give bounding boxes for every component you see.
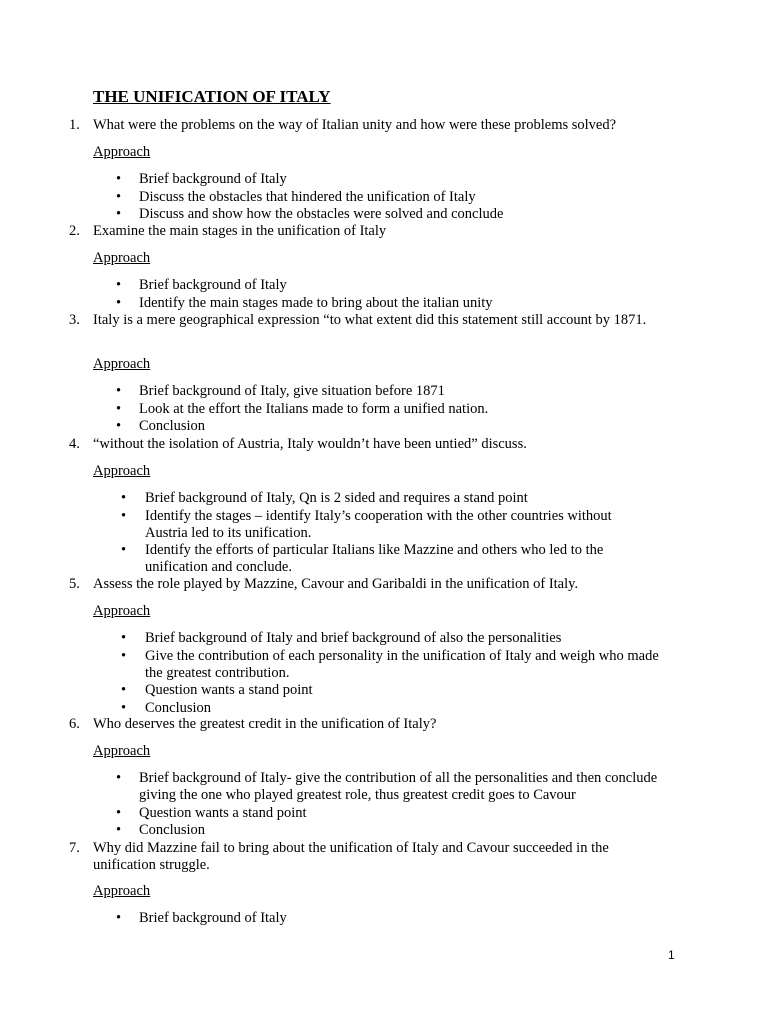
- approach-label: Approach: [93, 743, 151, 759]
- bullet-text: Give the contribution of each personality in the unification of Italy and weigh who made the greatest contribution.: [145, 648, 659, 681]
- approach-label: Approach: [93, 250, 151, 266]
- question-text: Assess the role played by Mazzine, Cavour and Garibaldi in the unification of Italy.: [93, 576, 579, 592]
- bullet-text: Discuss and show how the obstacles were solved and conclude: [139, 206, 504, 222]
- bullet-marker: •: [121, 542, 127, 558]
- bullet-text: Look at the effort the Italians made to form a unified nation.: [139, 401, 489, 417]
- bullet-marker: •: [116, 171, 122, 187]
- document-title: THE UNIFICATION OF ITALY: [93, 87, 331, 106]
- bullet-text: Brief background of Italy, give situation before 1871: [139, 383, 445, 399]
- bullet-marker: •: [116, 910, 122, 926]
- question-number: 5.: [69, 576, 80, 592]
- bullet-text: Conclusion: [139, 418, 206, 434]
- bullet-text: Identify the main stages made to bring about the italian unity: [139, 295, 493, 311]
- bullet-marker: •: [121, 508, 127, 524]
- bullet-marker: •: [121, 700, 127, 716]
- bullet-marker: •: [121, 648, 127, 664]
- approach-label: Approach: [93, 144, 151, 160]
- question-text: “without the isolation of Austria, Italy wouldn’t have been untied” discuss.: [93, 436, 527, 452]
- question-number: 2.: [69, 223, 80, 239]
- bullet-marker: •: [116, 189, 122, 205]
- question-number: 1.: [69, 117, 80, 133]
- approach-label: Approach: [93, 356, 151, 372]
- bullet-marker: •: [116, 805, 122, 821]
- bullet-text: Question wants a stand point: [139, 805, 307, 821]
- page-number: 1: [668, 948, 675, 962]
- bullet-text: Brief background of Italy: [139, 910, 287, 926]
- bullet-text: Brief background of Italy- give the contribution of all the personalities and then conclude giving the one who played greatest role, thus greatest credit goes to Cavour: [139, 770, 658, 803]
- bullet-marker: •: [121, 490, 127, 506]
- approach-label: Approach: [93, 883, 151, 899]
- bullet-text: Conclusion: [139, 822, 206, 838]
- question-number: 6.: [69, 716, 80, 732]
- bullet-text: Brief background of Italy and brief background of also the personalities: [145, 630, 562, 646]
- bullet-marker: •: [116, 206, 122, 222]
- approach-label: Approach: [93, 603, 151, 619]
- bullet-marker: •: [116, 770, 122, 786]
- bullet-text: Brief background of Italy: [139, 171, 287, 187]
- approach-label: Approach: [93, 463, 151, 479]
- bullet-marker: •: [116, 418, 122, 434]
- bullet-text: Identify the efforts of particular Italians like Mazzine and others who led to the unification and conclude.: [145, 542, 604, 575]
- question-text: Who deserves the greatest credit in the unification of Italy?: [93, 716, 437, 732]
- bullet-marker: •: [116, 822, 122, 838]
- question-number: 4.: [69, 436, 80, 452]
- bullet-text: Question wants a stand point: [145, 682, 313, 698]
- question-number: 3.: [69, 312, 80, 328]
- bullet-marker: •: [121, 630, 127, 646]
- bullet-marker: •: [116, 383, 122, 399]
- question-text: What were the problems on the way of Italian unity and how were these problems solved?: [93, 117, 617, 133]
- bullet-text: Identify the stages – identify Italy’s cooperation with the other countries without Austria led to its unification.: [145, 508, 612, 541]
- bullet-marker: •: [116, 401, 122, 417]
- question-text: Examine the main stages in the unification of Italy: [93, 223, 387, 239]
- bullet-text: Discuss the obstacles that hindered the unification of Italy: [139, 189, 476, 205]
- bullet-marker: •: [116, 277, 122, 293]
- bullet-text: Conclusion: [145, 700, 212, 716]
- bullet-text: Brief background of Italy, Qn is 2 sided and requires a stand point: [145, 490, 528, 506]
- bullet-text: Brief background of Italy: [139, 277, 287, 293]
- question-text: Italy is a mere geographical expression “to what extent did this statement still account by 1871.: [93, 312, 647, 328]
- question-text: Why did Mazzine fail to bring about the unification of Italy and Cavour succeeded in the unification struggle.: [93, 840, 609, 873]
- bullet-marker: •: [121, 682, 127, 698]
- question-number: 7.: [69, 840, 80, 856]
- bullet-marker: •: [116, 295, 122, 311]
